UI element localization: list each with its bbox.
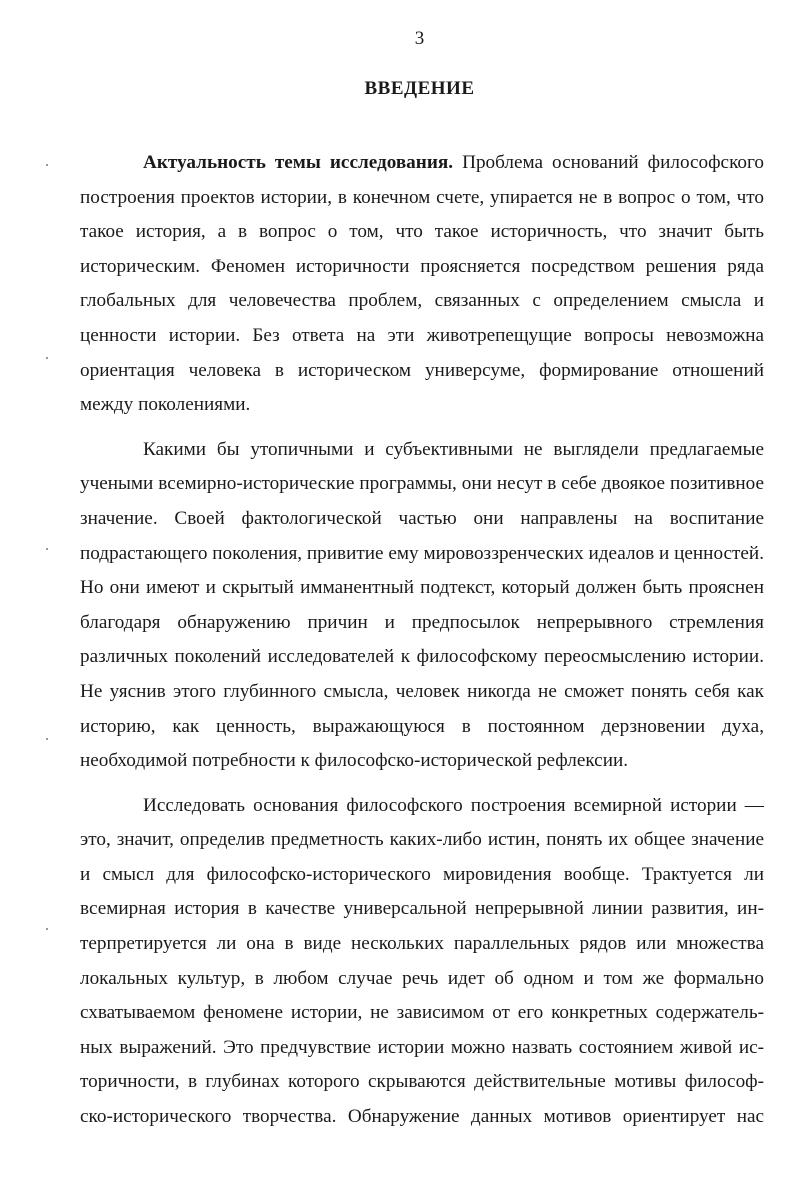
page-number: 3	[414, 28, 425, 49]
margin-mark	[46, 738, 48, 740]
margin-mark	[46, 548, 48, 550]
paragraph-text: Проблема оснований философского построения проектов истории, в конечном счете, упирается не в вопрос о том, что такое история, а в вопрос о том, что такое историчность, что значит быть историческим. Феномен историчности проясняется посредством решения ряда глобальных для человечества проблем, связанных с определением смысла и ценности истории. Без ответа на эти животрепещущие вопросы невозможна ориентация человека в историческом универсуме, формирование отношений между поколениями.	[80, 152, 764, 416]
paragraph-lead: Актуальность темы исследования.	[143, 152, 454, 173]
margin-mark	[46, 357, 48, 359]
margin-mark	[46, 928, 48, 930]
paragraph-relevance	[80, 146, 764, 423]
margin-mark	[46, 164, 48, 166]
body-text	[80, 146, 764, 1145]
section-heading: ВВЕДЕНИЕ	[364, 78, 475, 99]
paragraph-foundations: Исследовать основания философского построения всемирной истории — это, значит, определив предметность каких-либо истин, понять их общее значение и смысл для философско-исторического мировидения вообще. Трактуется ли всемирная история в качестве универсальной непрерывной линии развития, интерпретируется ли она в виде нескольких параллельных рядов или множества локальных культур, в любом случае речь идет об одном и том же формально схватываемом феномене истории, не зависимом от его конкретных содержательных выражений. Это предчувствие истории можно назвать состоянием живой историчности, в глубинах которого скрываются действительные мотивы философско-исторического творчества. Обнаружение данных мотивов ориентирует нас	[80, 794, 764, 1128]
paragraph-programs: Какими бы утопичными и субъективными не выглядели предлагаемые учеными всемирно-исторические программы, они несут в себе двоякое позитивное значение. Своей фактологической частью они направлены на воспитание подрастающего поколения, привитие ему мировоззренческих идеалов и ценностей. Но они имеют и скрытый имманентный подтекст, который должен быть прояснен благодаря обнаружению причин и предпосылок непрерывного стремления различных поколений исследователей к философскому переосмыслению истории. Не уяснив этого глубинного смысла, человек никогда не сможет понять себя как историю, как ценность, выражающуюся в постоянном дерзновении духа, необходимой потребности к философско-исторической рефлексии.	[80, 438, 764, 772]
